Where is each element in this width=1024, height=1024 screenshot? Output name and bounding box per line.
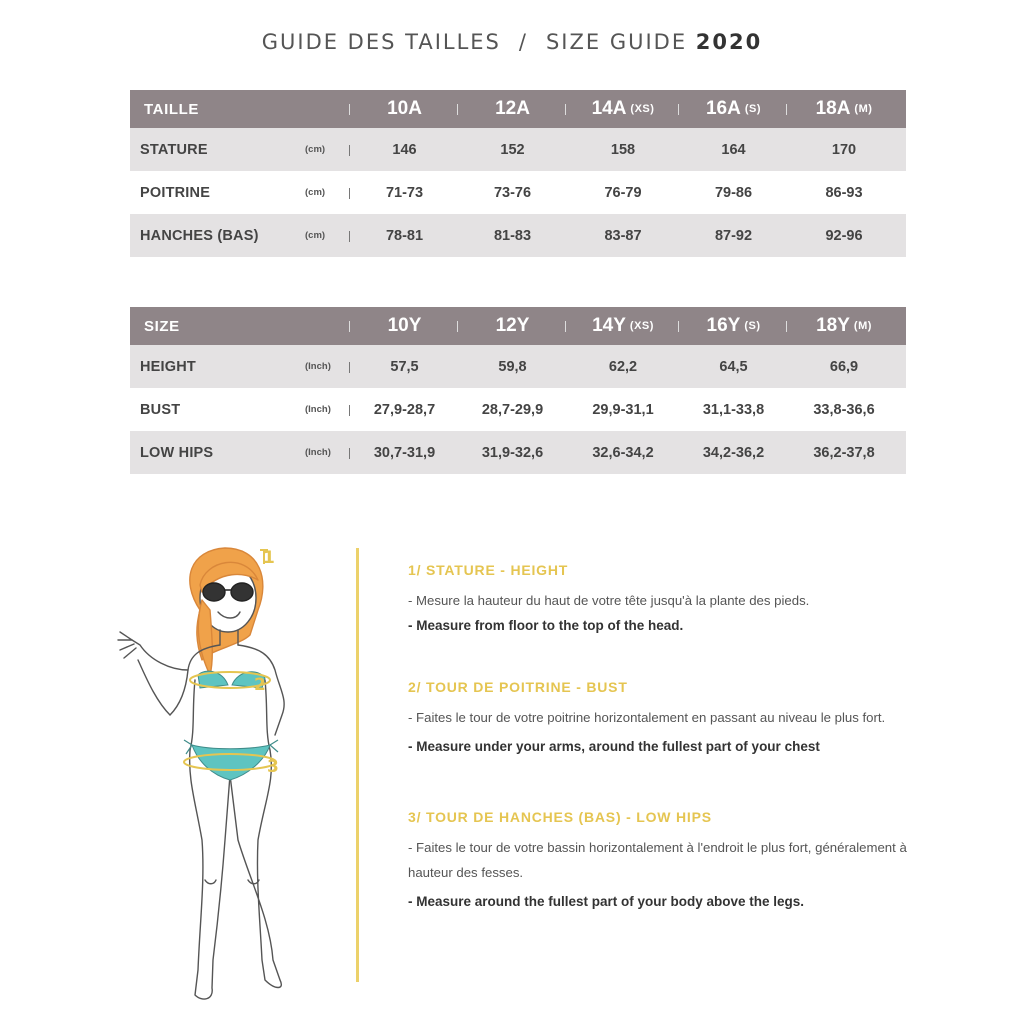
header-cell [352, 307, 457, 345]
row-unit: (cm) [305, 230, 326, 241]
row-label: HANCHES (BAS) [140, 227, 259, 244]
column-divider [678, 321, 679, 332]
header-cell [352, 90, 457, 128]
row-label: STATURE [140, 141, 208, 158]
header-cell [568, 90, 678, 128]
table-cell: 29,9-31,1 [592, 401, 654, 418]
table-cell: 73-76 [493, 184, 532, 201]
row-unit: (Inch) [305, 447, 331, 458]
table-row [130, 171, 906, 214]
header-size-code: (S) [744, 320, 761, 332]
header-size-code: (M) [854, 103, 873, 115]
header-size: 18Y [816, 315, 850, 336]
title-separator: / [518, 30, 528, 54]
table-cell: 33,8-36,6 [813, 401, 875, 418]
table-cell: 83-87 [604, 227, 642, 244]
guide-section-stature [408, 562, 908, 642]
table-cell: 62,2 [608, 358, 638, 375]
table-row [130, 388, 906, 431]
header-cell [460, 90, 565, 128]
title-fr: GUIDE DES TAILLES [261, 30, 501, 54]
marker-3: 3 [267, 757, 279, 777]
table-cell: 27,9-28,7 [373, 401, 436, 418]
header-size: 14A [591, 98, 627, 119]
table-cell: 28,7-29,9 [481, 401, 544, 418]
header-size: 10Y [387, 315, 422, 336]
table-row [130, 128, 906, 171]
header-cell [789, 90, 899, 128]
table-cell: 30,7-31,9 [373, 444, 436, 461]
size-table-en [130, 307, 906, 474]
table-cell: 81-83 [493, 227, 532, 244]
marker-2: 2 [254, 675, 266, 695]
measurement-figure-illustration [110, 540, 310, 1010]
table-row [130, 431, 906, 474]
guide-text-en: - Measure under your arms, around the fullest part of your chest [408, 739, 820, 754]
table-cell: 31,9-32,6 [481, 444, 544, 461]
unit-divider [349, 188, 350, 199]
guide-text-en: - Measure around the fullest part of your body above the legs. [408, 894, 805, 909]
header-size-code: (XS) [630, 103, 655, 115]
row-label: HEIGHT [140, 358, 196, 375]
girl-in-bikini-illustration [110, 540, 310, 1010]
header-size: 16Y [706, 315, 741, 336]
row-unit: (cm) [305, 144, 326, 155]
column-divider [678, 104, 679, 115]
column-divider [565, 104, 566, 115]
column-divider [349, 104, 350, 115]
title-year: 2020 [695, 30, 763, 54]
column-divider [457, 104, 458, 115]
header-cell [460, 307, 565, 345]
header-size: 16A [705, 98, 741, 119]
unit-divider [349, 145, 350, 156]
table-cell: 87-92 [714, 227, 753, 244]
table-cell: 164 [721, 141, 746, 158]
row-label: POITRINE [140, 184, 211, 201]
header-size: 14Y [592, 315, 626, 336]
table-cell: 59,8 [498, 358, 527, 375]
header-label: TAILLE [144, 100, 199, 118]
table-cell: 66,9 [829, 358, 859, 375]
table-row [130, 345, 906, 388]
table-cell: 146 [392, 141, 417, 158]
guide-text-fr: - Faites le tour de votre bassin horizontalement à l'endroit le plus fort, généralement à hauteur des fesses. [408, 840, 907, 880]
table-cell: 152 [500, 141, 525, 158]
page-title [0, 30, 1024, 54]
header-size-code: (M) [853, 320, 872, 332]
column-divider [565, 321, 566, 332]
table-cell: 57,5 [390, 358, 419, 375]
guide-text-fr: - Mesure la hauteur du haut de votre tête jusqu'à la plante des pieds. [408, 593, 810, 608]
header-size-code: (XS) [629, 320, 654, 332]
row-unit: (Inch) [305, 361, 331, 372]
column-divider [457, 321, 458, 332]
row-unit: (cm) [305, 187, 326, 198]
row-label: BUST [140, 401, 181, 418]
table-header [130, 90, 906, 128]
header-size: 10A [387, 98, 422, 119]
column-divider [349, 321, 350, 332]
table-cell: 170 [831, 141, 857, 158]
table-cell: 31,1-33,8 [702, 401, 765, 418]
unit-divider [349, 362, 350, 373]
header-cell [789, 307, 899, 345]
title-en: SIZE GUIDE [545, 30, 688, 54]
table-cell: 64,5 [719, 358, 748, 375]
table-cell: 79-86 [714, 184, 753, 201]
row-unit: (Inch) [305, 404, 331, 415]
header-cell [568, 307, 678, 345]
row-label: LOW HIPS [140, 444, 214, 461]
unit-divider [349, 405, 350, 416]
table-cell: 36,2-37,8 [813, 444, 875, 461]
guide-text-fr: - Faites le tour de votre poitrine horizontalement en passant au niveau le plus fort. [408, 710, 886, 725]
header-label: SIZE [144, 317, 180, 335]
marker-1: 1 [263, 548, 275, 568]
unit-divider [349, 231, 350, 242]
header-size: 12A [495, 98, 530, 119]
header-size: 18A [815, 98, 851, 119]
header-cell [681, 307, 786, 345]
guide-title: 2/ TOUR DE POITRINE - BUST [408, 679, 628, 695]
table-cell: 158 [610, 141, 636, 158]
table-header [130, 307, 906, 345]
header-size-code: (S) [744, 103, 762, 115]
table-cell: 71-73 [385, 184, 424, 201]
guide-text-en: - Measure from floor to the top of the head. [408, 618, 684, 633]
table-cell: 78-81 [385, 227, 424, 244]
size-table-fr [130, 90, 906, 257]
table-cell: 34,2-36,2 [702, 444, 765, 461]
table-cell: 76-79 [604, 184, 642, 201]
table-row [130, 214, 906, 257]
header-cell [681, 90, 786, 128]
column-divider [786, 321, 787, 332]
guide-title: 1/ STATURE - HEIGHT [408, 562, 569, 578]
column-divider [786, 104, 787, 115]
table-cell: 92-96 [825, 227, 863, 244]
header-size: 12Y [495, 315, 530, 336]
divider-line [356, 548, 359, 982]
table-cell: 32,6-34,2 [592, 444, 654, 461]
guide-section-bust [408, 679, 908, 763]
guide-title: 3/ TOUR DE HANCHES (BAS) - LOW HIPS [408, 809, 712, 825]
table-cell: 86-93 [825, 184, 863, 201]
unit-divider [349, 448, 350, 459]
guide-section-low-hips [408, 809, 908, 918]
